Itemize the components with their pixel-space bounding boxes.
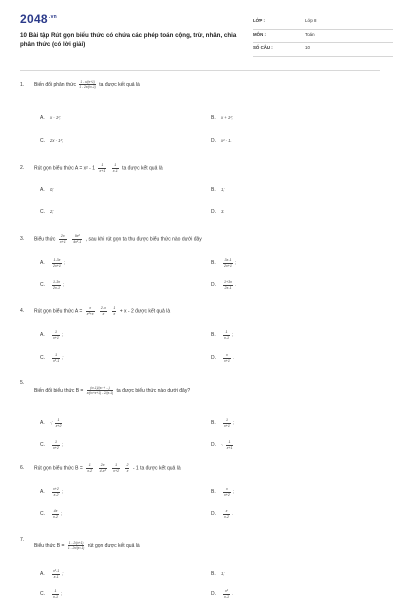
- meta-row-class: LỚP : Lớp 8: [253, 16, 393, 30]
- q7-option-a[interactable]: A. $\frac{\text{x²-1}}{x-1}$ ;: [40, 569, 64, 579]
- math-expression: $\frac{x}{\text{x²+x}}$: [86, 306, 94, 316]
- q1-option-d[interactable]: D. x² - 1.: [211, 138, 232, 144]
- question-3: 3. Biểu thức $\frac{2x}{x+1}$ $\frac{\text{9x²}}{\text{4x²-1}}$ , sau khi rút gọn ta thu được biểu thức nào dưới đây: [20, 234, 202, 244]
- math-expression: $\frac{1 - 2/(x+1)}{\text{1 - 2x/(x²-1)}}$: [67, 541, 85, 551]
- q5-option-d[interactable]: D. -. $\frac{1}{x+1}$: [211, 440, 233, 450]
- q3-option-c[interactable]: C. $\frac{1-3x}{2x-1}$ ;: [40, 280, 65, 290]
- question-5: 5. Biến đổi biểu thức B = $\frac{\text{(x²-1)/(x² + ...)}}{\text{x/(x²+x+1) - 2/(x-1)}}$ ta được biểu thức nào dưới đây?: [20, 380, 191, 396]
- q7-option-d[interactable]: D. $\frac{\text{x²}}{x-1}$ .: [211, 589, 234, 599]
- math-expression: $\frac{2-x}{x}$: [100, 306, 106, 316]
- question-7: 7. Biểu thức B = $\frac{1 - 2/(x+1)}{\text{1 - 2x/(x²-1)}}$ rút gọn được kết quả là: [20, 537, 140, 551]
- math-expression: $\frac{\text{(x²-1)/(x² + ...)}}{\text{x/(x²+x+1) - 2/(x-1)}}$: [86, 386, 114, 396]
- q2-option-b[interactable]: B. 1;: [211, 187, 225, 193]
- q3-option-b[interactable]: B. $\frac{3x-1}{2x+1}$ ;: [211, 258, 237, 268]
- site-logo[interactable]: $2048^{.vn}$: [20, 12, 58, 26]
- math-expression: $\frac{2x}{x+1}$: [59, 234, 66, 244]
- q5-option-b[interactable]: B. $\frac{1}{x+1}$ ;: [211, 418, 235, 428]
- q6-option-c[interactable]: C. $\frac{4x}{x-2}$ ;: [40, 509, 63, 519]
- meta-info: [253, 16, 393, 57]
- math-expression: $\frac{1}{x+2}$: [113, 463, 120, 473]
- math-expression: $\frac{1}{x-1}$: [112, 163, 118, 173]
- math-expression: $\frac{1}{x+1}$: [99, 163, 106, 173]
- question-1: 1. Biến đổi phân thức $\frac{1 - x/(x+1)}{\text{1 - 2x/(x²-1)}}$ ta được kết quả là: [20, 80, 140, 90]
- q7-option-c[interactable]: C. $\frac{1}{x-1}$ ;: [40, 589, 63, 599]
- math-expression: $\frac{1}{x}$: [113, 306, 116, 316]
- question-2: 2. Rút gọn biểu thức A = x² - 1 $\frac{1}{x+1}$ $\frac{1}{x-1}$ ta được kết quả là: [20, 163, 163, 173]
- q1-option-c[interactable]: C. 2x - 1²;: [40, 138, 64, 144]
- q4-option-d[interactable]: D. $\frac{x}{x+1}$ .: [211, 353, 235, 363]
- q7-option-b[interactable]: B. 1;: [211, 571, 225, 577]
- math-expression: $\frac{2x}{\text{4-x²}}$: [99, 463, 106, 473]
- q2-option-c[interactable]: C. 2;: [40, 209, 54, 215]
- q5-option-a[interactable]: A. -; $\frac{1}{x+2}$: [40, 418, 62, 428]
- question-4: 4. Rút gọn biểu thức A = $\frac{x}{\text{x²+x}}$ $\frac{2-x}{x}$ $\frac{1}{x}$ + x - 2 được kết quả là: [20, 306, 171, 316]
- q1-option-b[interactable]: B. x + 1²;: [211, 115, 233, 121]
- meta-row-count: SỐ CÂU : 10: [253, 43, 393, 57]
- q6-option-b[interactable]: B. $\frac{x}{x+2}$ ;: [211, 487, 235, 497]
- page-title: 10 Bài tập Rút gọn biểu thức có chứa các phép toán cộng, trừ, nhân, chia phân thức (có lời giải): [20, 32, 237, 48]
- q6-option-a[interactable]: A. $\frac{x+2}{x-2}$ ;: [40, 487, 64, 497]
- question-6: 6. Rút gọn biểu thức B = $\frac{1}{x-2}$ $\frac{2x}{\text{4-x²}}$ $\frac{1}{x+2}$ $\frac{2}{x}$ - 1 ta được kết quả là: [20, 463, 181, 473]
- math-expression: $\frac{2}{x}$: [126, 463, 129, 473]
- math-expression: $\frac{1}{x-2}$: [87, 463, 93, 473]
- q2-option-d[interactable]: D. 3.: [211, 209, 225, 215]
- header-divider: [20, 70, 380, 71]
- q6-option-d[interactable]: D. $\frac{x}{x-2}$ .: [211, 509, 234, 519]
- q4-option-b[interactable]: B. $\frac{1}{x-1}$ ;: [211, 330, 234, 340]
- meta-row-subject: MÔN : Toán: [253, 30, 393, 44]
- math-expression: $\frac{1 - x/(x+1)}{\text{1 - 2x/(x²-1)}}$: [79, 80, 96, 90]
- q2-option-a[interactable]: A. 0;: [40, 187, 54, 193]
- q1-option-a[interactable]: A. x - 1²;: [40, 115, 61, 121]
- q5-option-c[interactable]: C. $\frac{1}{x+2}$ ;: [40, 440, 64, 450]
- q3-option-d[interactable]: D. $\frac{1+3x}{2x-1}$ .: [211, 280, 237, 290]
- q3-option-a[interactable]: A. $\frac{1-3x}{2x+1}$ ;: [40, 258, 66, 268]
- math-expression: $\frac{\text{9x²}}{\text{4x²-1}}$: [73, 234, 82, 244]
- q4-option-c[interactable]: C. $\frac{1}{\text{x²-1}}$ ;: [40, 353, 64, 363]
- page-header: [20, 12, 382, 62]
- q4-option-a[interactable]: A. $\frac{1}{x+1}$ ;: [40, 330, 64, 340]
